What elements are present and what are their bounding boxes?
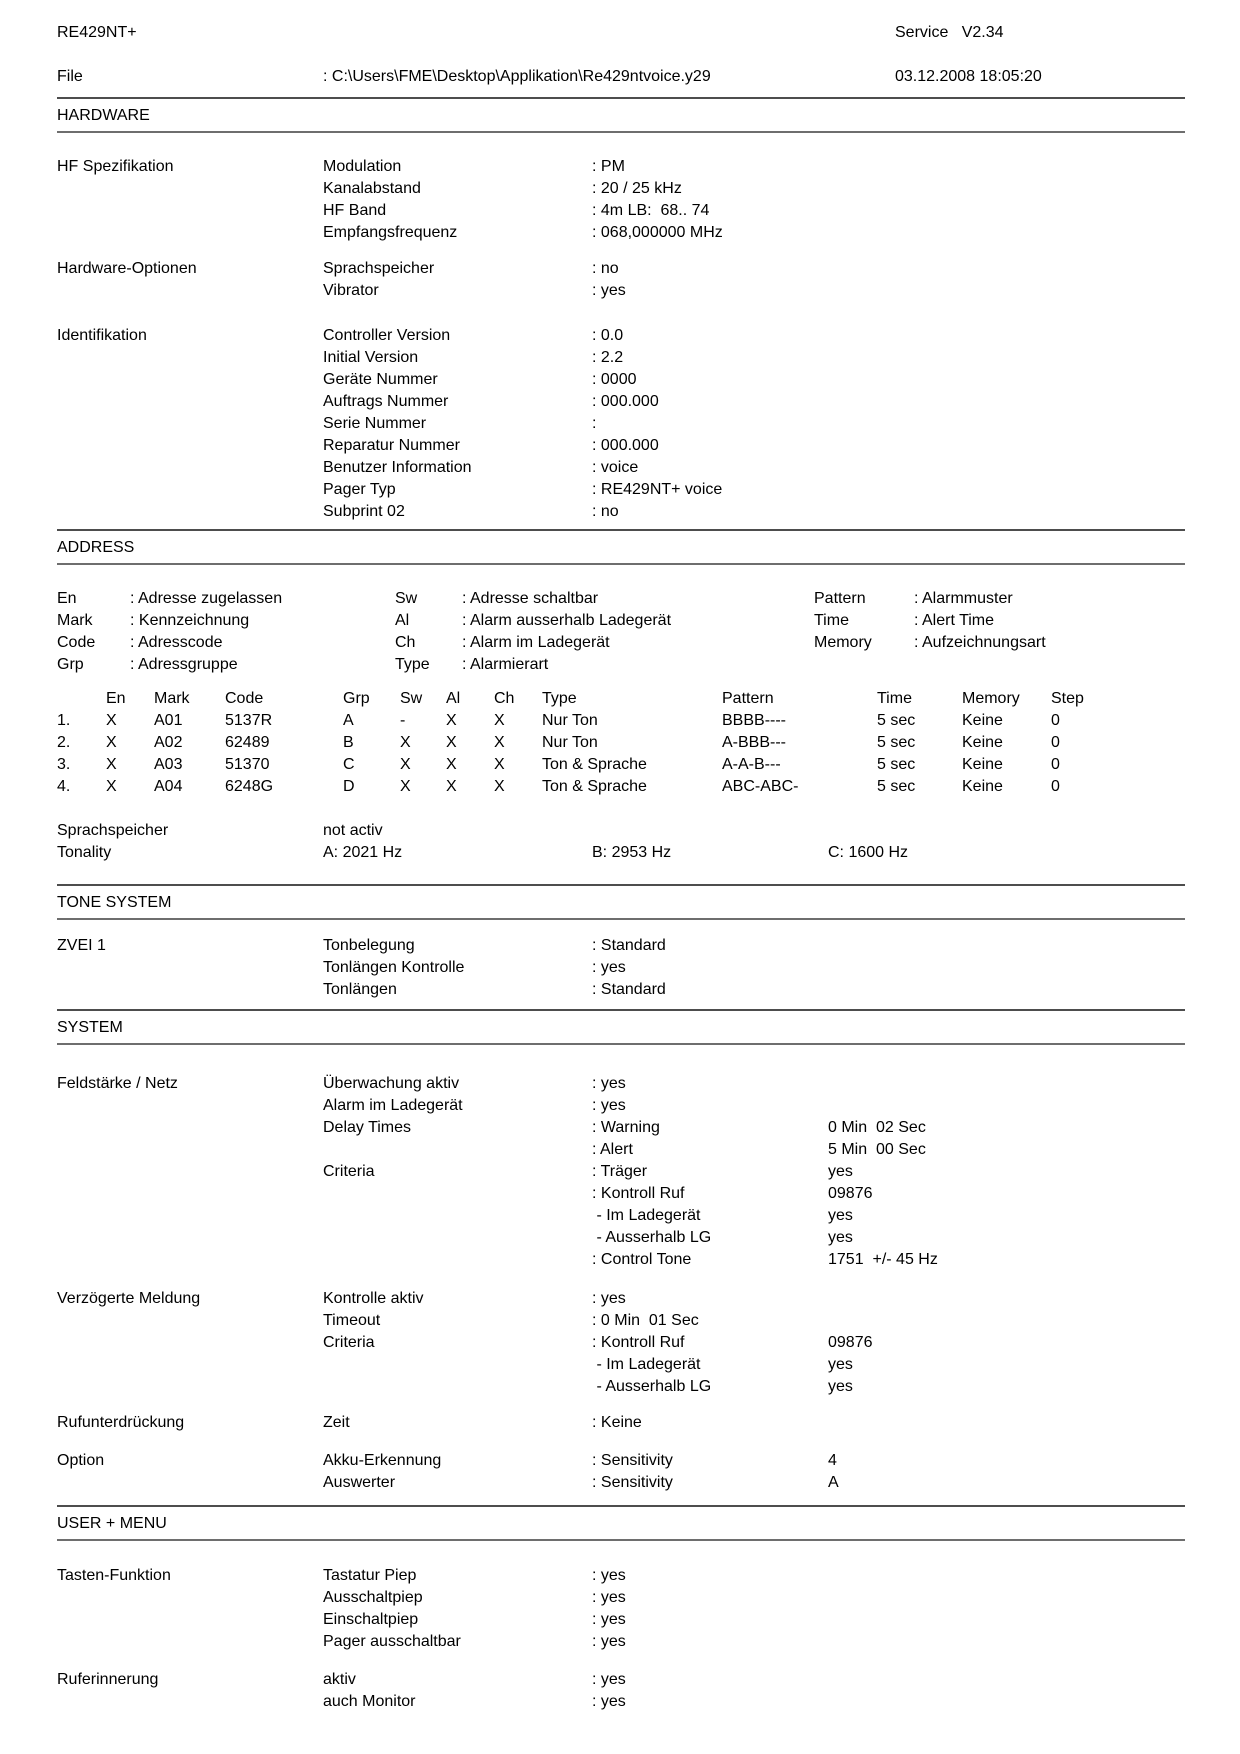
attr: Delay Times — [323, 1119, 412, 1136]
cell: 5137R — [225, 712, 273, 729]
legend-desc: : Kennzeichnung — [130, 612, 250, 629]
value: : Standard — [592, 981, 666, 998]
value: : 068,000000 MHz — [592, 224, 723, 241]
group-option — [57, 1450, 1185, 1494]
legend-desc: : Alarm im Ladegerät — [462, 634, 610, 651]
group-label: Identifikation — [57, 327, 147, 344]
config-row — [57, 457, 1185, 479]
cell: A03 — [154, 756, 183, 773]
col-header: Time — [877, 690, 912, 707]
value: : 4m LB: 68.. 74 — [592, 202, 710, 219]
config-row — [57, 258, 1185, 280]
col-header: Mark — [154, 690, 190, 707]
cell: X — [446, 778, 457, 795]
group-label: Option — [57, 1452, 105, 1469]
legend-key: Al — [395, 612, 410, 629]
attr: Kanalabstand — [323, 180, 421, 197]
extra: A — [828, 1474, 839, 1491]
legend-row — [57, 654, 1185, 676]
cell: C — [343, 756, 355, 773]
group-label: Rufunterdrückung — [57, 1414, 185, 1431]
attr: aktiv — [323, 1671, 356, 1688]
legend-row — [57, 588, 1185, 610]
value: - Im Ladegerät — [592, 1207, 701, 1224]
config-row — [57, 1161, 1185, 1183]
legend-desc: : Adresse zugelassen — [130, 590, 283, 607]
section-title-tone-system: TONE SYSTEM — [57, 894, 172, 911]
legend-desc: : Adresscode — [130, 634, 223, 651]
value: : yes — [592, 1567, 626, 1584]
config-row — [57, 1095, 1185, 1117]
config-row — [57, 1669, 1185, 1691]
section-header-system — [57, 1009, 1185, 1045]
group-identifikation — [57, 325, 1185, 523]
group-label: ZVEI 1 — [57, 937, 106, 954]
value: : PM — [592, 158, 625, 175]
cell: X — [446, 734, 457, 751]
cell: - — [400, 712, 406, 729]
value: : no — [592, 503, 619, 520]
value: : yes — [592, 1290, 626, 1307]
col-header: Pattern — [722, 690, 774, 707]
legend-row — [57, 610, 1185, 632]
extra: 09876 — [828, 1334, 873, 1351]
attr: Sprachspeicher — [323, 260, 435, 277]
col-header: Type — [542, 690, 577, 707]
group-label: Hardware-Optionen — [57, 260, 197, 277]
cell: 0 — [1051, 778, 1060, 795]
group-rufunterdrueckung — [57, 1412, 1185, 1434]
config-row — [57, 435, 1185, 457]
value: : Träger — [592, 1163, 648, 1180]
title-row — [57, 22, 1185, 44]
cell: A-BBB--- — [722, 734, 786, 751]
cell: A-A-B--- — [722, 756, 781, 773]
attr: Ausschaltpiep — [323, 1589, 423, 1606]
value: : Warning — [592, 1119, 660, 1136]
table-row — [57, 754, 1185, 776]
attr: HF Band — [323, 202, 387, 219]
cell: Ton & Sprache — [542, 756, 647, 773]
extra: 09876 — [828, 1185, 873, 1202]
attr: Auftrags Nummer — [323, 393, 449, 410]
col-header: Ch — [494, 690, 515, 707]
config-row — [57, 935, 1185, 957]
cell: X — [494, 756, 505, 773]
cell: 0 — [1051, 712, 1060, 729]
attr: Initial Version — [323, 349, 419, 366]
cell: X — [106, 756, 117, 773]
legend-key: Time — [814, 612, 849, 629]
attr: Alarm im Ladegerät — [323, 1097, 463, 1114]
speech-tonality-block — [57, 820, 1185, 864]
extra: 1751 +/- 45 Hz — [828, 1251, 938, 1268]
config-row — [57, 1073, 1185, 1095]
legend-row — [57, 632, 1185, 654]
value: not activ — [323, 822, 383, 839]
legend-key: En — [57, 590, 77, 607]
cell: X — [446, 756, 457, 773]
value: : Kontroll Ruf — [592, 1185, 685, 1202]
attr: Einschaltpiep — [323, 1611, 419, 1628]
group-feldstaerke-netz — [57, 1073, 1185, 1271]
cell: 51370 — [225, 756, 270, 773]
cell: X — [446, 712, 457, 729]
product-name: RE429NT+ — [57, 24, 137, 41]
cell: B — [343, 734, 354, 751]
value: : voice — [592, 459, 639, 476]
section-header-hardware — [57, 97, 1185, 133]
extra: yes — [828, 1163, 853, 1180]
config-row — [57, 1249, 1185, 1271]
cell: 5 sec — [877, 778, 916, 795]
config-row — [57, 1139, 1185, 1161]
cell: Keine — [962, 734, 1003, 751]
cell: 1. — [57, 712, 71, 729]
config-row — [57, 413, 1185, 435]
col-header: Memory — [962, 690, 1020, 707]
value: : 0.0 — [592, 327, 624, 344]
attr: Tonlängen — [323, 981, 397, 998]
config-row — [57, 979, 1185, 1001]
attr: Modulation — [323, 158, 402, 175]
cell: BBBB---- — [722, 712, 786, 729]
attr: Tastatur Piep — [323, 1567, 417, 1584]
legend-desc: : Aufzeichnungsart — [914, 634, 1046, 651]
cell: Keine — [962, 756, 1003, 773]
legend-desc: : Alert Time — [914, 612, 995, 629]
attr: Empfangsfrequenz — [323, 224, 458, 241]
value: : 0000 — [592, 371, 637, 388]
spacer — [57, 44, 1185, 66]
file-datetime: 03.12.2008 18:05:20 — [895, 68, 1042, 85]
col-header: Sw — [400, 690, 423, 707]
extra: yes — [828, 1229, 853, 1246]
attr: Timeout — [323, 1312, 381, 1329]
legend-key: Ch — [395, 634, 416, 651]
cell: A — [343, 712, 354, 729]
config-row — [57, 820, 1185, 842]
tonality-a: A: 2021 Hz — [323, 844, 403, 861]
cell: Ton & Sprache — [542, 778, 647, 795]
table-header-row — [57, 688, 1185, 710]
value: : Sensitivity — [592, 1452, 673, 1469]
section-title-user-menu: USER + MENU — [57, 1515, 167, 1532]
config-row — [57, 1412, 1185, 1434]
file-label: File — [57, 68, 83, 85]
col-header: Code — [225, 690, 264, 707]
legend-key: Mark — [57, 612, 93, 629]
row-label: Tonality — [57, 844, 112, 861]
section-header-address — [57, 529, 1185, 565]
legend-key: Sw — [395, 590, 418, 607]
group-tasten-funktion — [57, 1565, 1185, 1653]
cell: X — [400, 756, 411, 773]
value: : 0 Min 01 Sec — [592, 1312, 699, 1329]
attr: auch Monitor — [323, 1693, 416, 1710]
cell: Keine — [962, 712, 1003, 729]
attr: Criteria — [323, 1163, 375, 1180]
cell: X — [106, 778, 117, 795]
cell: D — [343, 778, 355, 795]
legend-key: Type — [395, 656, 430, 673]
cell: X — [494, 778, 505, 795]
attr: Zeit — [323, 1414, 350, 1431]
attr: Pager ausschaltbar — [323, 1633, 461, 1650]
value: : yes — [592, 959, 626, 976]
cell: Nur Ton — [542, 712, 598, 729]
legend-key: Grp — [57, 656, 84, 673]
cell: X — [400, 734, 411, 751]
config-row — [57, 1376, 1185, 1398]
cell: X — [494, 712, 505, 729]
attr: Auswerter — [323, 1474, 396, 1491]
value: : 000.000 — [592, 393, 659, 410]
legend-desc: : Adresse schaltbar — [462, 590, 599, 607]
value: : yes — [592, 1693, 626, 1710]
value: - Im Ladegerät — [592, 1356, 701, 1373]
config-row — [57, 1332, 1185, 1354]
legend-key: Memory — [814, 634, 872, 651]
tonality-b: B: 2953 Hz — [592, 844, 672, 861]
config-row — [57, 156, 1185, 178]
extra: 5 Min 00 Sec — [828, 1141, 926, 1158]
value: : Standard — [592, 937, 666, 954]
table-row — [57, 710, 1185, 732]
extra: 4 — [828, 1452, 837, 1469]
cell: X — [494, 734, 505, 751]
attr: Subprint 02 — [323, 503, 405, 520]
cell: 3. — [57, 756, 71, 773]
extra: 0 Min 02 Sec — [828, 1119, 926, 1136]
group-label: Tasten-Funktion — [57, 1567, 171, 1584]
value: - Ausserhalb LG — [592, 1229, 712, 1246]
config-row — [57, 1205, 1185, 1227]
value: : Control Tone — [592, 1251, 692, 1268]
group-label: HF Spezifikation — [57, 158, 174, 175]
value: : Kontroll Ruf — [592, 1334, 685, 1351]
value: : yes — [592, 1589, 626, 1606]
cell: 5 sec — [877, 734, 916, 751]
attr: Controller Version — [323, 327, 451, 344]
group-label: Ruferinnerung — [57, 1671, 159, 1688]
col-header: En — [106, 690, 126, 707]
table-row — [57, 776, 1185, 798]
config-row — [57, 501, 1185, 523]
attr: Überwachung aktiv — [323, 1075, 460, 1092]
config-row — [57, 1691, 1185, 1713]
value: : yes — [592, 1075, 626, 1092]
group-hf-spezifikation — [57, 156, 1185, 244]
config-row — [57, 479, 1185, 501]
attr: Benutzer Information — [323, 459, 472, 476]
config-row — [57, 1631, 1185, 1653]
value: : yes — [592, 282, 626, 299]
attr: Vibrator — [323, 282, 379, 299]
value: : Sensitivity — [592, 1474, 673, 1491]
group-verzoegerte-meldung — [57, 1288, 1185, 1398]
value: : yes — [592, 1097, 626, 1114]
service-version: Service V2.34 — [895, 24, 1004, 41]
table-row — [57, 732, 1185, 754]
config-row — [57, 325, 1185, 347]
tonality-c: C: 1600 Hz — [828, 844, 909, 861]
config-row — [57, 957, 1185, 979]
col-header: Grp — [343, 690, 370, 707]
cell: ABC-ABC- — [722, 778, 799, 795]
config-row — [57, 178, 1185, 200]
cell: 0 — [1051, 734, 1060, 751]
config-row — [57, 1587, 1185, 1609]
value: : yes — [592, 1633, 626, 1650]
section-header-tone-system — [57, 884, 1185, 920]
cell: X — [106, 712, 117, 729]
legend-desc: : Alarm ausserhalb Ladegerät — [462, 612, 672, 629]
value: : 20 / 25 kHz — [592, 180, 682, 197]
cell: 62489 — [225, 734, 270, 751]
config-row — [57, 1609, 1185, 1631]
config-row — [57, 1450, 1185, 1472]
config-row — [57, 1310, 1185, 1332]
cell: A02 — [154, 734, 183, 751]
group-ruferinnerung — [57, 1669, 1185, 1713]
config-row — [57, 842, 1185, 864]
section-title-address: ADDRESS — [57, 539, 135, 556]
value: : Keine — [592, 1414, 642, 1431]
extra: yes — [828, 1356, 853, 1373]
config-row — [57, 1354, 1185, 1376]
value: : Alert — [592, 1141, 633, 1158]
attr: Reparatur Nummer — [323, 437, 460, 454]
extra: yes — [828, 1378, 853, 1395]
config-row — [57, 1183, 1185, 1205]
config-row — [57, 280, 1185, 302]
legend-desc: : Adressgruppe — [130, 656, 238, 673]
legend-desc: : Alarmmuster — [914, 590, 1013, 607]
cell: A01 — [154, 712, 183, 729]
config-row — [57, 391, 1185, 413]
config-row — [57, 1117, 1185, 1139]
row-label: Sprachspeicher — [57, 822, 169, 839]
section-title-hardware: HARDWARE — [57, 107, 150, 124]
cell: X — [400, 778, 411, 795]
cell: A04 — [154, 778, 183, 795]
attr: Tonlängen Kontrolle — [323, 959, 465, 976]
attr: Criteria — [323, 1334, 375, 1351]
value: : RE429NT+ voice — [592, 481, 723, 498]
cell: Nur Ton — [542, 734, 598, 751]
attr: Geräte Nummer — [323, 371, 438, 388]
cell: Keine — [962, 778, 1003, 795]
config-row — [57, 222, 1185, 244]
address-table — [57, 688, 1185, 798]
attr: Tonbelegung — [323, 937, 415, 954]
group-label: Verzögerte Meldung — [57, 1290, 201, 1307]
section-title-system: SYSTEM — [57, 1019, 123, 1036]
extra: yes — [828, 1207, 853, 1224]
cell: 6248G — [225, 778, 274, 795]
col-header: Step — [1051, 690, 1084, 707]
cell: 5 sec — [877, 712, 916, 729]
value: : no — [592, 260, 619, 277]
value: : — [592, 415, 597, 432]
attr: Pager Typ — [323, 481, 396, 498]
file-path: : C:\Users\FME\Desktop\Applikation\Re429ntvoice.y29 — [323, 68, 711, 85]
section-header-user-menu — [57, 1505, 1185, 1541]
attr: Kontrolle aktiv — [323, 1290, 424, 1307]
config-row — [57, 1565, 1185, 1587]
value: - Ausserhalb LG — [592, 1378, 712, 1395]
config-row — [57, 200, 1185, 222]
attr: Akku-Erkennung — [323, 1452, 442, 1469]
cell: X — [106, 734, 117, 751]
config-row — [57, 1227, 1185, 1249]
value: : 000.000 — [592, 437, 659, 454]
group-zvei-1 — [57, 935, 1185, 1001]
col-header: Al — [446, 690, 461, 707]
file-row — [57, 66, 1185, 88]
legend-key: Pattern — [814, 590, 866, 607]
legend-key: Code — [57, 634, 96, 651]
cell: 5 sec — [877, 756, 916, 773]
group-label: Feldstärke / Netz — [57, 1075, 178, 1092]
config-row — [57, 1288, 1185, 1310]
value: : yes — [592, 1611, 626, 1628]
value: : 2.2 — [592, 349, 624, 366]
legend-desc: : Alarmierart — [462, 656, 549, 673]
config-row — [57, 347, 1185, 369]
group-hardware-optionen — [57, 258, 1185, 302]
value: : yes — [592, 1671, 626, 1688]
cell: 0 — [1051, 756, 1060, 773]
cell: 2. — [57, 734, 71, 751]
attr: Serie Nummer — [323, 415, 427, 432]
address-legend — [57, 588, 1185, 676]
config-row — [57, 1472, 1185, 1494]
cell: 4. — [57, 778, 71, 795]
config-row — [57, 369, 1185, 391]
